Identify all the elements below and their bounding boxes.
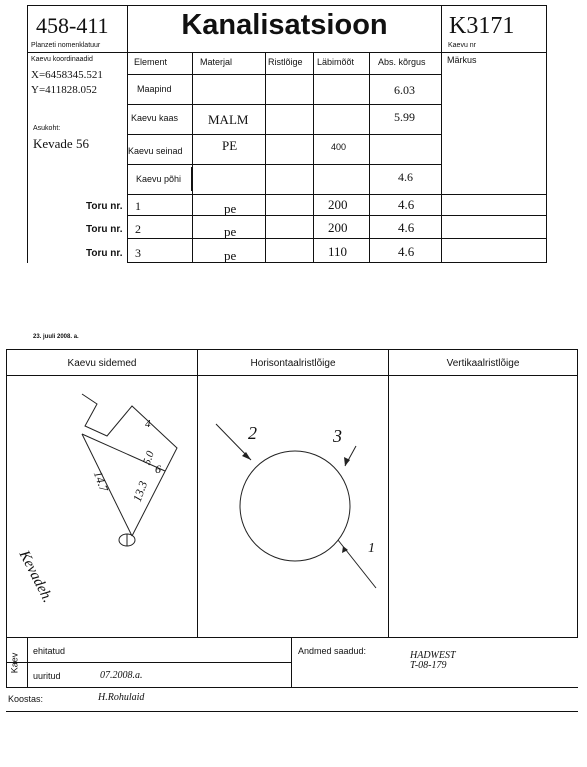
col-abs-height: Abs. kõrgus: [378, 57, 426, 67]
pipe-label: Toru nr.: [86, 201, 123, 212]
pipe-number: 1: [135, 199, 141, 213]
sketch-distance: 13.3: [129, 479, 151, 504]
section-connections: Kaevu sidemed: [67, 358, 137, 369]
well-number: K3171: [449, 13, 515, 39]
pipe-height: 4.6: [398, 220, 415, 235]
col-material: Materjal: [200, 57, 233, 67]
pipe-material: pe: [224, 201, 237, 216]
section-vertical: Vertikaalristlõige: [446, 358, 520, 369]
col-notes: Märkus: [447, 55, 477, 65]
row-height: 4.6: [398, 170, 413, 184]
pipe-marker-3: 3: [333, 426, 342, 446]
sketch-distance: 6: [155, 462, 161, 476]
row-material: MALM: [208, 112, 249, 127]
pipe-label: Toru nr.: [86, 248, 123, 259]
col-element: Element: [134, 57, 168, 67]
row-element: Kaevu põhi: [136, 174, 182, 184]
data-source-label: Andmed saadud:: [298, 646, 367, 656]
col-cross-section: Ristlõige: [268, 57, 303, 67]
sketch-street-name: Kevadeh.: [15, 548, 56, 606]
address-label: Asukoht:: [33, 125, 61, 132]
pipe-material: pe: [224, 248, 237, 263]
footer-side-label: Kaev: [9, 652, 20, 674]
surveyed-value: 07.2008.a.: [100, 670, 143, 681]
coordinate-x: X=6458345.521: [31, 69, 103, 81]
pipe-marker-2: 2: [248, 423, 257, 443]
sheet-number: 458-411: [36, 13, 109, 38]
data-source-line2: T-08-179: [410, 660, 447, 671]
page-title: Kanalisatsioon: [181, 9, 388, 41]
row-diameter: 400: [331, 142, 347, 152]
pipe-marker-1: 1: [368, 541, 375, 556]
compiled-label: Koostas:: [8, 694, 44, 704]
pipe-height: 4.6: [398, 197, 415, 212]
built-label: ehitatud: [33, 646, 66, 656]
row-element: Maapind: [137, 84, 172, 94]
surveyed-label: uuritud: [33, 671, 61, 681]
address-value: Kevade 56: [33, 136, 89, 151]
pipe-diameter: 110: [328, 244, 348, 259]
row-material: PE: [222, 138, 238, 153]
row-element: Kaevu seinad: [128, 146, 183, 156]
pipe-diameter: 200: [328, 197, 348, 212]
pipe-number: 3: [135, 246, 141, 260]
pipe-material: pe: [224, 224, 237, 239]
pipe-diameter: 200: [328, 220, 348, 235]
well-label: Kaevu nr: [448, 42, 477, 49]
document-date: 23. juuli 2008. a.: [33, 334, 79, 340]
pipe-height: 4.6: [398, 244, 415, 259]
sheet-label: Planzeti nomenklatuur: [31, 42, 101, 49]
sketch-distance: 5.0: [140, 449, 157, 467]
row-element: Kaevu kaas: [131, 113, 179, 123]
sketch-distance: 4: [145, 418, 151, 430]
sketch-distance: 14.7: [90, 469, 112, 494]
pipe-label: Toru nr.: [86, 224, 123, 235]
row-height: 6.03: [394, 83, 415, 97]
data-source-line1: HADWEST: [410, 650, 456, 661]
coordinate-y: Y=411828.052: [31, 84, 97, 96]
section-horizontal: Horisontaalristlõige: [250, 358, 336, 369]
row-height: 5.99: [394, 110, 415, 124]
compiled-value: H.Rohulaid: [98, 692, 145, 703]
col-diameter: Läbimõõt: [317, 57, 355, 67]
pipe-number: 2: [135, 222, 141, 236]
coordinates-label: Kaevu koordinaadid: [31, 56, 93, 63]
horizontal-section-sketch: [198, 376, 388, 636]
well-circle-icon: [240, 451, 350, 561]
